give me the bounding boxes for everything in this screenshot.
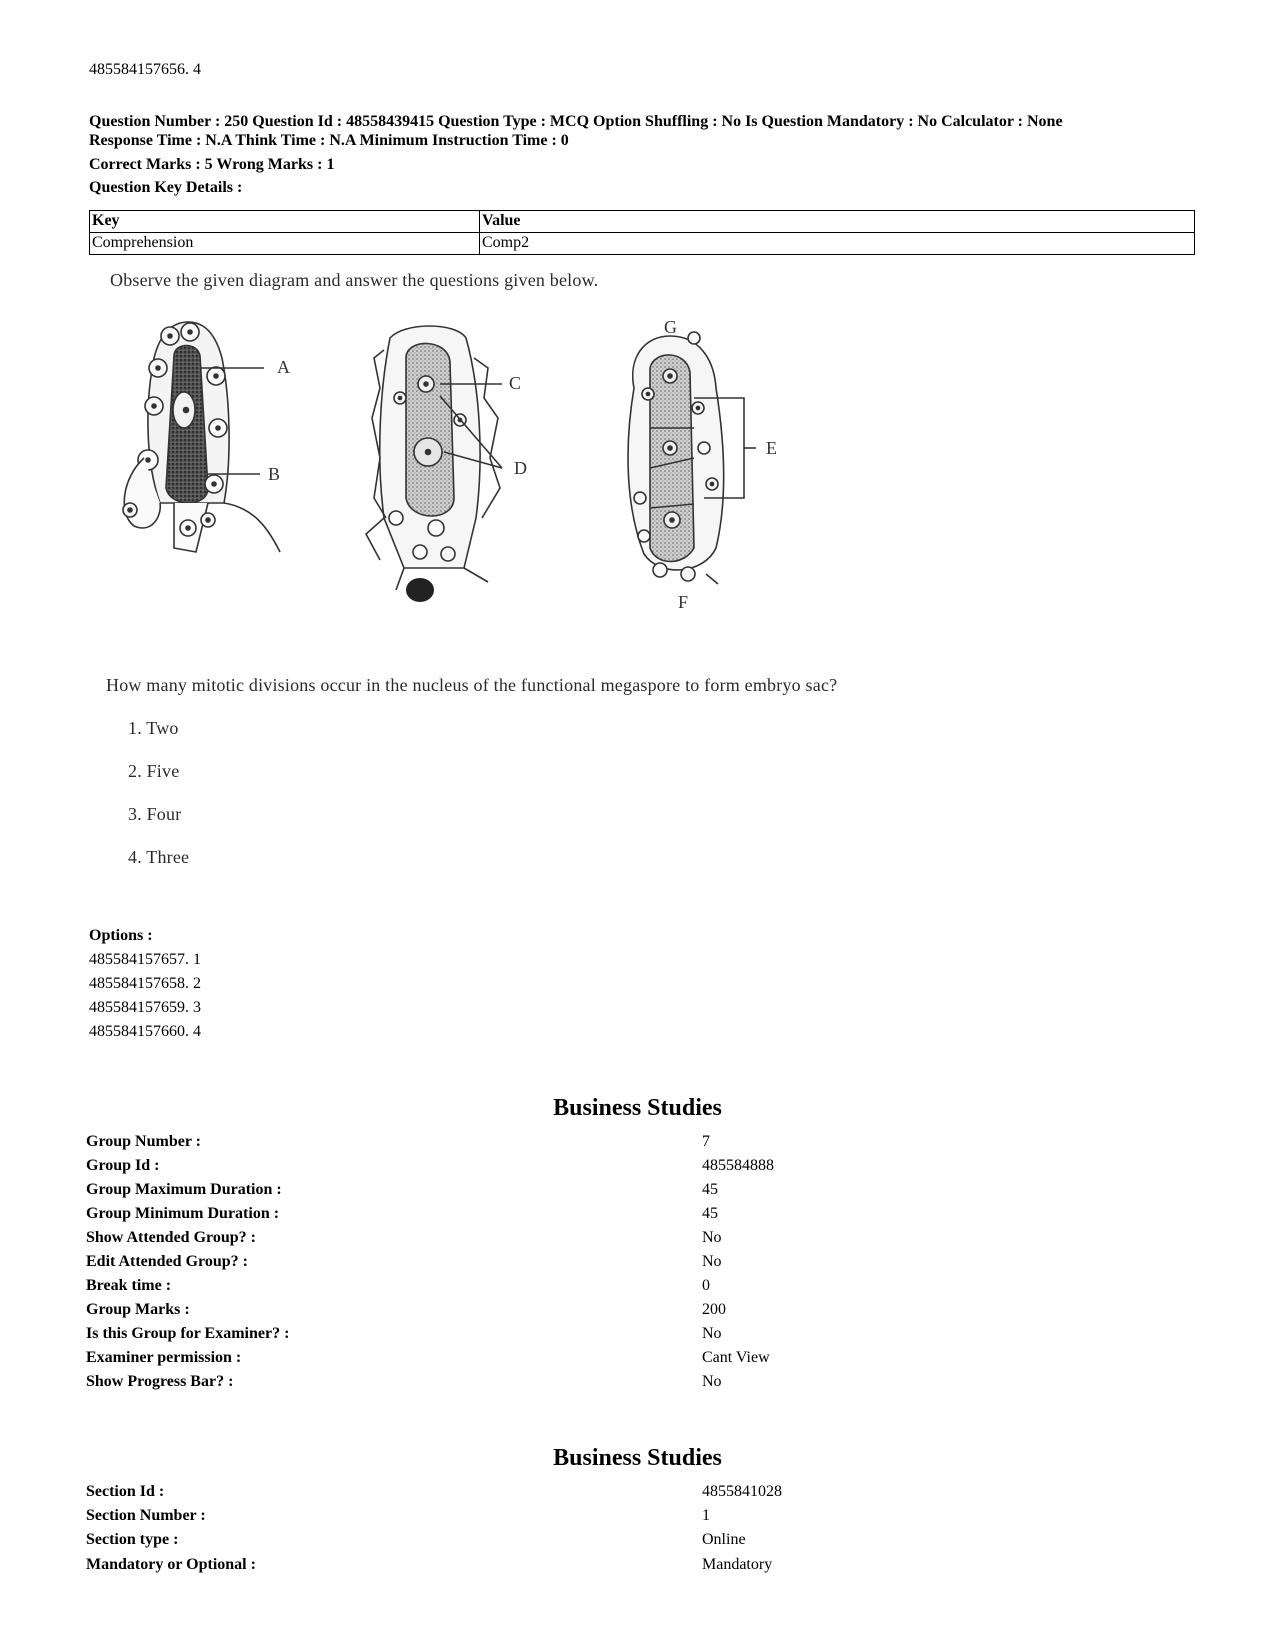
detail-label: Group Minimum Duration :: [86, 1205, 280, 1222]
option-item: 485584157660. 4: [89, 1023, 201, 1040]
detail-label: Section Id :: [86, 1483, 165, 1500]
detail-value: 200: [702, 1301, 726, 1318]
detail-label: Is this Group for Examiner? :: [86, 1325, 290, 1342]
detail-value: 45: [702, 1205, 718, 1222]
question-image: [104, 268, 924, 918]
figure-2: [366, 326, 502, 590]
detail-label: Break time :: [86, 1277, 172, 1294]
group-heading: Business Studies: [553, 1095, 722, 1121]
instruction-text: Observe the given diagram and answer the questions given below.: [110, 270, 599, 290]
detail-label: Group Id :: [86, 1157, 160, 1174]
detail-value: 0: [702, 1277, 710, 1294]
detail-value: 4855841028: [702, 1483, 782, 1500]
choice-4: 4. Three: [128, 847, 190, 867]
detail-label: Section type :: [86, 1531, 179, 1548]
figure-3: [628, 332, 756, 584]
detail-value: 45: [702, 1181, 718, 1198]
ovule-diagram: [104, 298, 824, 628]
choice-2: 2. Five: [128, 761, 180, 781]
previous-option-line: 485584157656. 4: [89, 61, 201, 78]
detail-value: No: [702, 1253, 722, 1270]
table-header-row: [90, 211, 1195, 233]
choice-1: 1. Two: [128, 718, 179, 738]
detail-label: Group Number :: [86, 1133, 201, 1150]
detail-value: Online: [702, 1531, 746, 1548]
detail-label: Show Progress Bar? :: [86, 1373, 234, 1390]
detail-label: Edit Attended Group? :: [86, 1253, 248, 1270]
table-cell-key: Comprehension: [90, 233, 480, 255]
detail-value: No: [702, 1325, 722, 1342]
options-label: Options :: [89, 927, 153, 944]
detail-value: 485584888: [702, 1157, 774, 1174]
question-meta-line-2: Response Time : N.A Think Time : N.A Minimum Instruction Time : 0: [89, 132, 569, 149]
marks-line: Correct Marks : 5 Wrong Marks : 1: [89, 156, 335, 173]
option-item: 485584157658. 2: [89, 975, 201, 992]
detail-label: Group Marks :: [86, 1301, 190, 1318]
detail-label: Examiner permission :: [86, 1349, 242, 1366]
detail-value: 1: [702, 1507, 710, 1524]
table-row: [90, 233, 1195, 255]
option-item: 485584157657. 1: [89, 951, 201, 968]
question-text: How many mitotic divisions occur in the nucleus of the functional megaspore to form embryo sac?: [106, 675, 838, 695]
table-header-key: Key: [90, 211, 480, 233]
detail-label: Section Number :: [86, 1507, 206, 1524]
detail-label: Mandatory or Optional :: [86, 1556, 256, 1573]
label-f: F: [678, 592, 689, 612]
dark-spot: [406, 578, 434, 602]
key-details-label: Question Key Details :: [89, 179, 243, 196]
label-d: D: [514, 458, 527, 478]
detail-value: No: [702, 1229, 722, 1246]
label-g: G: [664, 317, 677, 337]
choice-3: 3. Four: [128, 804, 182, 824]
label-c: C: [509, 373, 522, 393]
option-item: 485584157659. 3: [89, 999, 201, 1016]
key-details-table: [89, 210, 1195, 255]
figure-1: [123, 322, 280, 552]
table-header-value: Value: [480, 211, 1195, 233]
question-meta-line-1: Question Number : 250 Question Id : 48558439415 Question Type : MCQ Option Shuffling : No Is Question Mandatory : No Calculator : None: [89, 113, 1063, 130]
detail-value: 7: [702, 1133, 710, 1150]
table-cell-value: Comp2: [480, 233, 1195, 255]
label-b: B: [268, 464, 281, 484]
section-heading: Business Studies: [553, 1445, 722, 1471]
label-a: A: [277, 357, 290, 377]
detail-label: Show Attended Group? :: [86, 1229, 256, 1246]
detail-value: Cant View: [702, 1349, 770, 1366]
detail-label: Group Maximum Duration :: [86, 1181, 282, 1198]
label-e: E: [766, 438, 777, 458]
detail-value: No: [702, 1373, 722, 1390]
detail-value: Mandatory: [702, 1556, 773, 1573]
